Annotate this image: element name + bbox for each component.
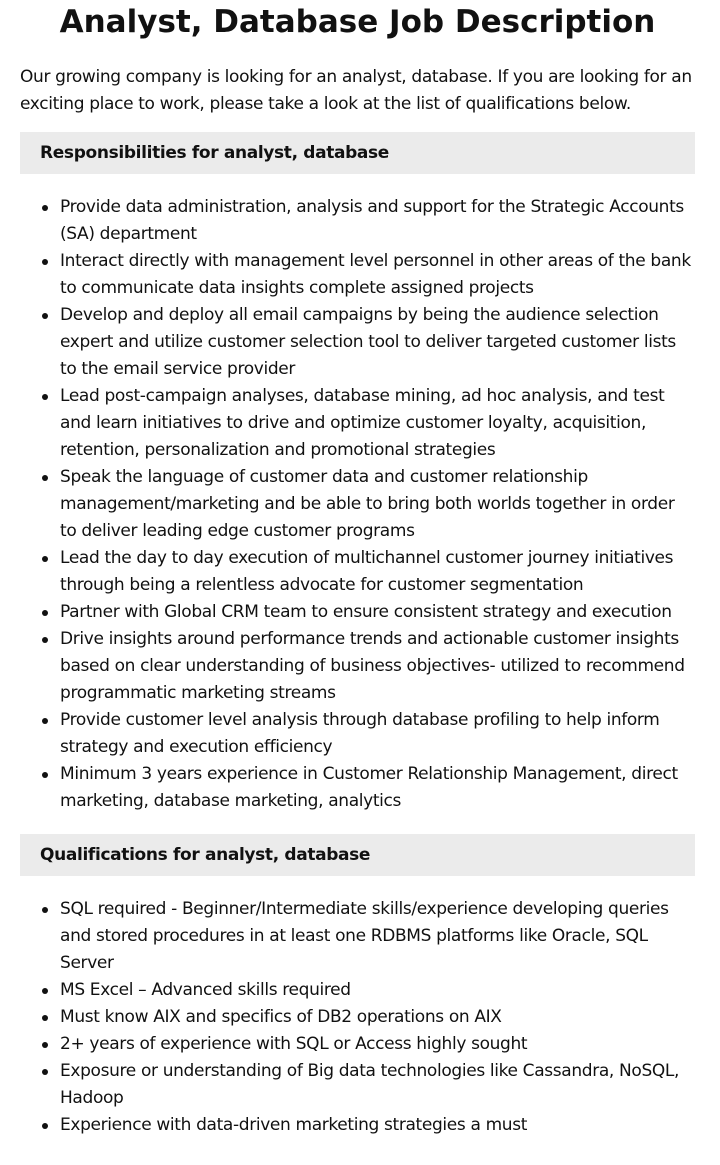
- list-item-text: Partner with Global CRM team to ensure consistent strategy and execution: [60, 602, 672, 622]
- list-item-text: Interact directly with management level personnel in other areas of the bank to communicate data insights complete assigned projects: [60, 251, 691, 298]
- bullet-icon: [42, 1015, 48, 1021]
- bullet-icon: [42, 556, 48, 562]
- bullet-icon: [42, 205, 48, 211]
- page-title: Analyst, Database Job Description: [59, 4, 656, 40]
- list-item-text: Provide data administration, analysis and support for the Strategic Accounts (SA) department: [60, 197, 684, 244]
- list-item-text: Develop and deploy all email campaigns by being the audience selection expert and utilize customer selection tool to deliver targeted customer lists to the email service provider: [60, 305, 676, 379]
- list-item: [20, 302, 695, 383]
- list-item: [20, 626, 695, 707]
- bullet-icon: [42, 1042, 48, 1048]
- bullet-icon: [42, 1069, 48, 1075]
- list-item-text: Provide customer level analysis through database profiling to help inform strategy and execution efficiency: [60, 710, 660, 757]
- list-item-text: Speak the language of customer data and customer relationship management/marketing and be able to bring both worlds together in order to deliver leading edge customer programs: [60, 467, 675, 541]
- list-item: [20, 896, 695, 977]
- list-item: [20, 1112, 695, 1139]
- qualifications-list: [20, 896, 695, 1139]
- list-item: [20, 194, 695, 248]
- list-item: [20, 383, 695, 464]
- list-item-text: Lead post-campaign analyses, database mining, ad hoc analysis, and test and learn initiatives to drive and optimize customer loyalty, acquisition, retention, personalization and promotional strategies: [60, 386, 665, 460]
- bullet-icon: [42, 1123, 48, 1129]
- bullet-icon: [42, 259, 48, 265]
- bullet-icon: [42, 772, 48, 778]
- list-item-text: Must know AIX and specifics of DB2 operations on AIX: [60, 1007, 502, 1027]
- list-item-text: MS Excel – Advanced skills required: [60, 980, 351, 1000]
- bullet-icon: [42, 313, 48, 319]
- responsibilities-list: [20, 194, 695, 815]
- bullet-icon: [42, 637, 48, 643]
- list-item-text: Lead the day to day execution of multichannel customer journey initiatives through being a relentless advocate for customer segmentation: [60, 548, 674, 595]
- bullet-icon: [42, 394, 48, 400]
- list-item: [20, 248, 695, 302]
- bullet-icon: [42, 475, 48, 481]
- list-item-text: Experience with data-driven marketing strategies a must: [60, 1115, 528, 1135]
- qualifications-heading: Qualifications for analyst, database: [20, 834, 695, 876]
- responsibilities-heading: Responsibilities for analyst, database: [20, 132, 695, 174]
- list-item: [20, 1031, 695, 1058]
- list-item: [20, 464, 695, 545]
- list-item: [20, 1004, 695, 1031]
- list-item-text: SQL required - Beginner/Intermediate skills/experience developing queries and stored procedures in at least one RDBMS platforms like Oracle, SQL Server: [60, 899, 669, 973]
- list-item-text: Exposure or understanding of Big data technologies like Cassandra, NoSQL, Hadoop: [60, 1061, 680, 1108]
- list-item: [20, 1058, 695, 1112]
- bullet-icon: [42, 610, 48, 616]
- list-item-text: Drive insights around performance trends and actionable customer insights based on clear understanding of business objectives- utilized to recommend programmatic marketing streams: [60, 629, 685, 703]
- list-item-text: 2+ years of experience with SQL or Access highly sought: [60, 1034, 528, 1054]
- bullet-icon: [42, 718, 48, 724]
- list-item-text: Minimum 3 years experience in Customer Relationship Management, direct marketing, database marketing, analytics: [60, 764, 678, 811]
- bullet-icon: [42, 988, 48, 994]
- list-item: [20, 707, 695, 761]
- list-item: [20, 761, 695, 815]
- bullet-icon: [42, 907, 48, 913]
- list-item: [20, 599, 695, 626]
- list-item: [20, 545, 695, 599]
- intro-paragraph: Our growing company is looking for an analyst, database. If you are looking for an exciting place to work, please take a look at the list of qualifications below.: [20, 67, 692, 114]
- list-item: [20, 977, 695, 1004]
